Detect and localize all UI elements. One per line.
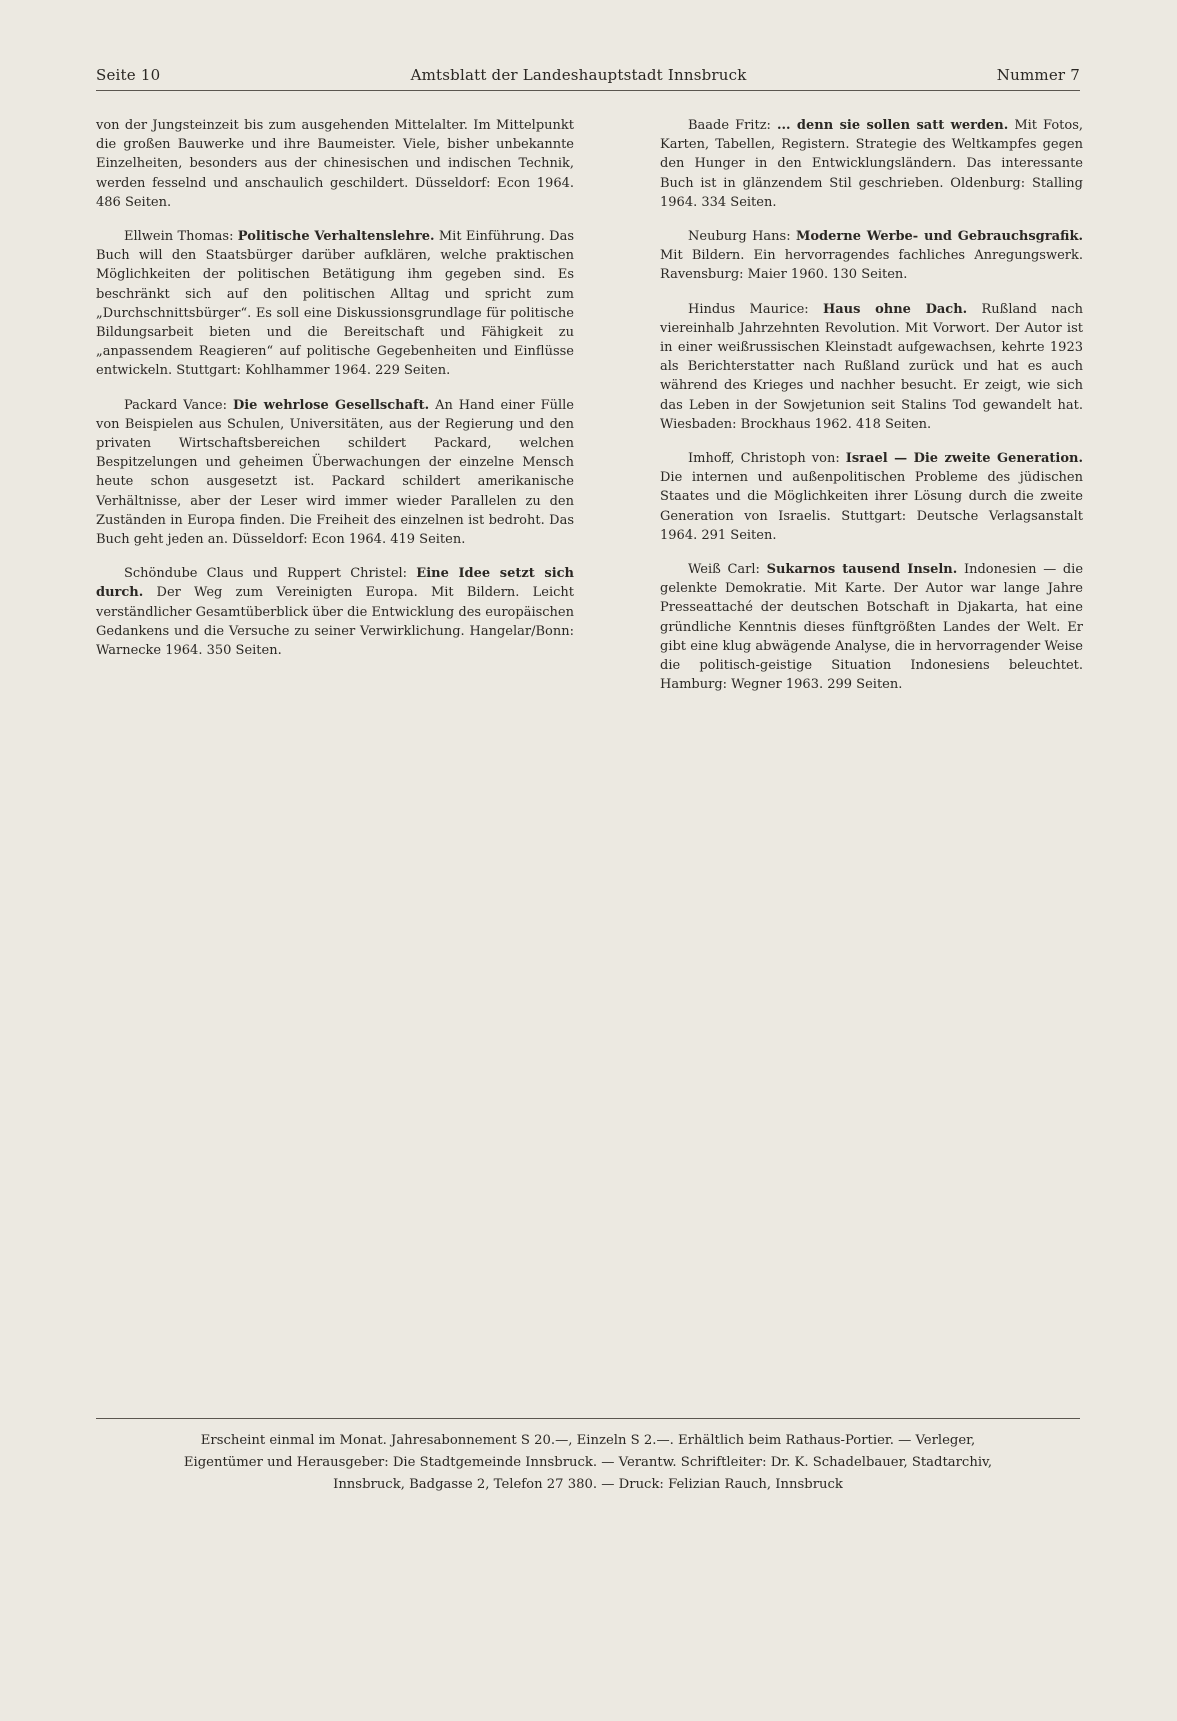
entry-text: Rußland nach viereinhalb Jahrzehnten Revolution. Mit Vorwort. Der Autor ist in einer weißrussischen Kleinstadt aufgewachsen, kehrte 1923 als Berichterstatter nach Rußland zurück und hat es auch während des Krieges und nachher besucht. Er zeigt, wie sich das Leben in der Sowjetunion seit Stalins Tod gewandelt hat. Wiesbaden: Brockhaus 1962. 418 Seiten. xyxy=(660,301,1083,432)
book-entry xyxy=(660,227,1083,285)
entry-title: Sukarnos tausend Inseln. xyxy=(766,562,958,578)
book-entry xyxy=(660,449,1083,545)
entry-title: Die wehrlose Gesellschaft. xyxy=(232,397,430,413)
book-entry xyxy=(96,227,574,381)
right-column xyxy=(660,116,1083,709)
footer-rule xyxy=(96,1418,1080,1419)
imprint-line: Eigentümer und Herausgeber: Die Stadtgemeinde Innsbruck. — Verantw. Schriftleiter: Dr. K. Schadelbauer, Stadtarchiv, xyxy=(183,1455,993,1470)
entry-text: An Hand einer Fülle von Beispielen aus Schulen, Universitäten, aus der Regierung und den privaten Wirtschaftsbereichen schildert Packard, welchen Bespitzelungen und geheimen Überwachungen der einzelne Mensch heute schon ausgesetzt ist. Packard schildert amerikanische Verhältnisse, aber der Leser wird immer wieder Parallelen zu den Zuständen in Europa finden. Die Freiheit des einzelnen ist bedroht. Das Buch geht jeden an. Düsseldorf: Econ 1964. 419 Seiten. xyxy=(96,397,574,548)
book-entry xyxy=(660,560,1083,694)
entry-title: Haus ohne Dach. xyxy=(822,301,968,317)
publication-title: Amtsblatt der Landeshauptstadt Innsbruck xyxy=(410,66,747,84)
entry-author: Neuburg Hans: xyxy=(688,229,791,245)
entry-author: Hindus Maurice: xyxy=(688,301,809,317)
issue-number: Nummer 7 xyxy=(996,66,1080,84)
book-entry xyxy=(660,300,1083,434)
entry-text: von der Jungsteinzeit bis zum ausgehenden Mittelalter. Im Mittelpunkt die großen Bauwerke und ihre Baumeister. Viele, bisher unbekannte Einzelheiten, besonders aus der chinesischen und indischen Technik, werden fesselnd und anschaulich geschildert. Düsseldorf: Econ 1964. 486 Seiten. xyxy=(96,118,574,210)
book-entry xyxy=(96,116,574,212)
entry-author: Weiß Carl: xyxy=(688,562,760,578)
entry-text: Die internen und außenpolitischen Probleme des jüdischen Staates und die Möglichkeiten ihrer Lösung durch die zweite Generation von Israelis. Stuttgart: Deutsche Verlagsanstalt 1964. 291 Seiten. xyxy=(660,470,1083,543)
entry-title: ... denn sie sollen satt werden. xyxy=(776,118,1009,133)
entry-author: Packard Vance: xyxy=(124,397,227,413)
book-entry xyxy=(96,564,574,660)
imprint-line: Erscheint einmal im Monat. Jahresabonnement S 20.—, Einzeln S 2.—. Erhältlich beim Rathaus-Portier. — Verleger, xyxy=(200,1433,976,1448)
left-column xyxy=(96,116,574,675)
imprint-footer xyxy=(96,1430,1080,1496)
entry-title: Politische Verhaltenslehre. xyxy=(237,229,435,245)
entry-author: Imhoff, Christoph von: xyxy=(688,451,840,467)
entry-text: Mit Einführung. Das Buch will den Staatsbürger darüber aufklären, welche praktischen Möglichkeiten der politischen Betätigung ihm gegeben sind. Es beschränkt sich auf den politischen Alltag und spricht zum „Durchschnittsbürger“. Es soll eine Diskussionsgrundlage für politische Bildungsarbeit bieten und die Bereitschaft und Fähigkeit zu „anpassendem Reagieren“ auf politische Gegebenheiten und Einflüsse entwickeln. Stuttgart: Kohlhammer 1964. 229 Seiten. xyxy=(96,229,574,379)
page-number: Seite 10 xyxy=(96,66,161,84)
entry-title: Israel — Die zweite Generation. xyxy=(845,451,1083,467)
imprint-line: Innsbruck, Badgasse 2, Telefon 27 380. — Druck: Felizian Rauch, Innsbruck xyxy=(333,1477,843,1492)
entry-title: Eine Idee setzt sich durch. xyxy=(96,566,574,601)
entry-text: Indonesien — die gelenkte Demokratie. Mit Karte. Der Autor war lange Jahre Presseattaché der deutschen Botschaft in Djakarta, hat eine gründliche Kenntnis dieses fünftgrößten Landes der Welt. Er gibt eine klug abwägende Analyse, die in hervorragender Weise die politisch-geistige Situation Indonesiens beleuchtet. Hamburg: Wegner 1963. 299 Seiten. xyxy=(660,562,1084,693)
header-rule xyxy=(96,90,1080,91)
entry-author: Baade Fritz: xyxy=(688,118,771,133)
entry-author: Ellwein Thomas: xyxy=(124,229,234,245)
entry-author: Schöndube Claus und Ruppert Christel: xyxy=(124,566,408,582)
page-header xyxy=(96,66,1080,84)
entry-text: Der Weg zum Vereinigten Europa. Mit Bildern. Leicht verständlicher Gesamtüberblick über die Entwicklung des europäischen Gedankens und die Versuche zu seiner Verwirklichung. Hangelar/Bonn: Warnecke 1964. 350 Seiten. xyxy=(96,585,575,659)
book-entry xyxy=(660,116,1083,212)
book-entry xyxy=(96,396,574,550)
entry-title: Moderne Werbe- und Gebrauchsgrafik. xyxy=(796,229,1083,245)
entry-text: Mit Fotos, Karten, Tabellen, Registern. Strategie des Weltkampfes gegen den Hunger in den Entwicklungsländern. Das interessante Buch ist in glänzendem Stil geschrieben. Oldenburg: Stalling 1964. 334 Seiten. xyxy=(660,118,1083,210)
entry-text: Mit Bildern. Ein hervorragendes fachliches Anregungswerk. Ravensburg: Maier 1960. 130 Seiten. xyxy=(660,248,1083,283)
